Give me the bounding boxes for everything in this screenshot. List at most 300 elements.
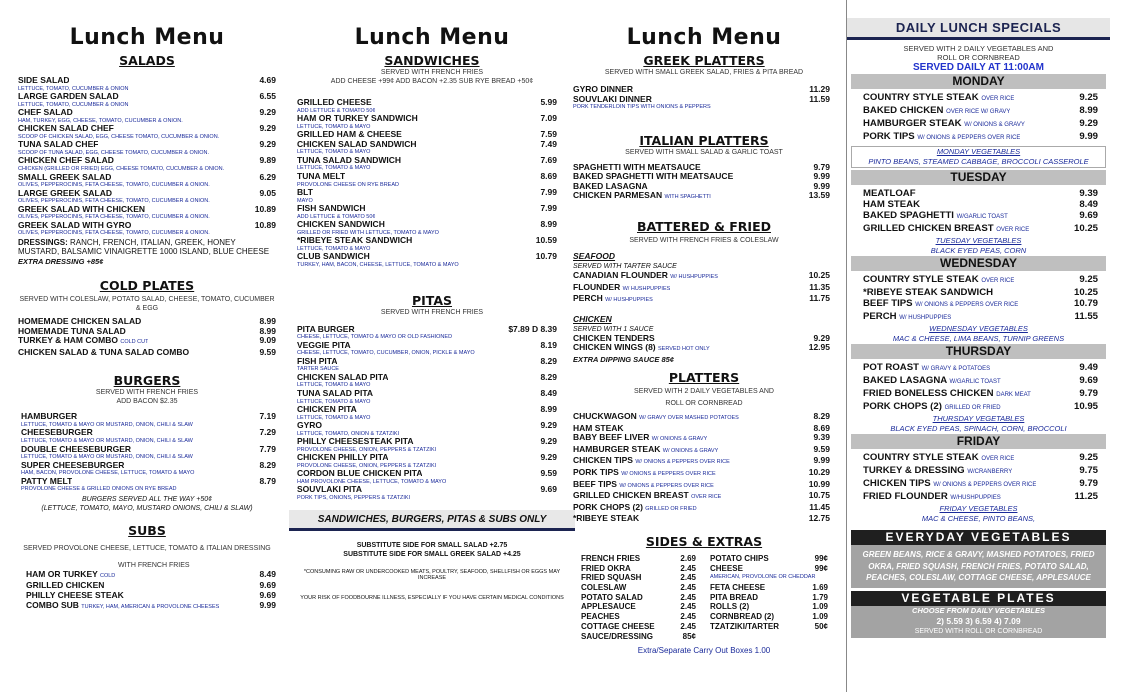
side-price: 50¢ (814, 621, 828, 631)
item-description: OLIVES, PEPPEROCINIS, FETA CHEESE, TOMATO, CUCUMBER & ONION. (18, 198, 210, 205)
menu-item (297, 130, 557, 140)
item-name (863, 118, 1025, 131)
item-note: W/ HUSHPUPPIES (622, 285, 671, 292)
section-heading-pitas: PITAS (411, 292, 453, 308)
item-name-text: PORK TIPS (573, 468, 619, 477)
menu-item (573, 334, 830, 344)
item-description: LETTUCE, TOMATO & MAYO (297, 123, 371, 130)
item-price: 11.55 (1074, 311, 1098, 322)
item-note: W/ ONIONS & PEPPERS OVER RICE (915, 302, 1019, 308)
sandwiches-list (297, 98, 567, 269)
item-description: HAM, TURKEY, EGG, CHEESE, TOMATO, CUCUMBER & ONION. (18, 117, 183, 124)
item-name-text: CHICKEN SALAD CHEF (18, 124, 114, 134)
item-description: TARTER SAUCE (297, 366, 339, 373)
item-name-text: HAM OR TURKEY (26, 569, 98, 579)
item-price: 10.79 (1073, 298, 1098, 309)
item-name-text: HAM STEAK (573, 423, 624, 433)
side-price: 2.69 (680, 553, 696, 563)
item-name (297, 341, 351, 351)
item-price: 11.25 (1074, 491, 1098, 502)
item-price: 9.69 (259, 580, 276, 591)
day-vegetables-title: MONDAY VEGETABLES (936, 147, 1021, 156)
menu-item (573, 294, 830, 306)
item-name (18, 317, 141, 327)
item-name (297, 204, 365, 214)
item-price: 7.49 (540, 138, 557, 149)
item-note: W/ ONIONS & GRAVY (964, 122, 1025, 128)
item-price: 8.69 (813, 422, 830, 433)
item-name-text: PHILLY CHEESESTEAK PITA (297, 437, 414, 447)
item-price: 9.99 (813, 171, 830, 182)
menu-column-3 (573, 0, 835, 692)
item-name-text: BLT (297, 188, 313, 198)
item-name (863, 465, 1012, 478)
side-item (581, 564, 696, 574)
item-name-text: HOMEMADE CHICKEN SALAD (18, 316, 142, 326)
item-name (863, 105, 1010, 118)
menu-item (18, 221, 276, 231)
menu-item (863, 478, 1098, 491)
item-note: W/ ONIONS & PEPPERS OVER RICE (621, 471, 716, 477)
item-price: 8.49 (1079, 199, 1098, 210)
item-description: CHEESE, LETTUCE, TOMATO & MAYO OR OLD FASHIONED (297, 334, 453, 341)
section-heading-platters: PLATTERS (668, 370, 740, 386)
item-name (863, 223, 1029, 236)
item-note: W/ ONIONS & PEPPERS OVER RICE (619, 482, 714, 489)
item-note: W/ ONIONS & PEPPERS OVER RICE (933, 482, 1037, 488)
side-name: FRIED SQUASH (581, 573, 642, 583)
menu-item (18, 189, 276, 199)
menu-item (297, 469, 557, 479)
specials-rule (847, 37, 1110, 40)
item-name-text: *RIBEYE STEAK (573, 514, 640, 524)
menu-item (297, 114, 557, 124)
item-name (297, 469, 422, 479)
item-name-text: BEEF TIPS (573, 479, 617, 489)
side-price: 99¢ (814, 563, 828, 573)
menu-item (297, 220, 557, 230)
item-name (863, 311, 951, 324)
item-price: 7.99 (540, 203, 557, 214)
vegetable-plates-served: SERVED WITH ROLL OR CORNBREAD (914, 627, 1043, 635)
side-item (581, 612, 696, 622)
day-specials-list (851, 359, 1106, 414)
chicken-subtitle: SERVED WITH 1 SAUCE (573, 325, 654, 333)
item-price: 8.69 (540, 170, 557, 181)
item-name (863, 452, 1014, 465)
item-name-text: CHICKEN SALAD & TUNA SALAD COMBO (18, 347, 190, 357)
item-name (863, 362, 990, 375)
menu-item (297, 156, 557, 166)
item-name (297, 325, 355, 335)
item-price: 9.25 (1079, 92, 1098, 103)
item-name-text: HAMBURGER (21, 412, 78, 422)
item-price: 7.59 (540, 129, 557, 140)
item-name (863, 375, 1001, 388)
item-name (863, 491, 1001, 504)
side-price: 2.45 (680, 612, 696, 622)
item-price: 10.29 (808, 467, 830, 477)
menu-item (573, 172, 830, 182)
item-price: 9.59 (259, 346, 276, 357)
side-name: COLESLAW (581, 583, 627, 593)
burgers-list (18, 412, 276, 492)
item-price: 9.05 (259, 187, 276, 198)
item-name (297, 172, 345, 182)
item-name-text: CHICKEN SANDWICH (297, 220, 385, 230)
item-name (573, 343, 710, 355)
item-name (297, 156, 401, 166)
side-item (710, 602, 828, 612)
menu-item (18, 348, 276, 358)
item-price: 10.75 (808, 490, 830, 501)
menu-item (573, 480, 830, 492)
side-name: FRENCH FRIES (581, 553, 641, 563)
item-price: 7.79 (259, 443, 276, 454)
item-price: 9.99 (259, 599, 276, 610)
item-description: LETTUCE, TOMATO & MAYO OR MUSTARD, ONION, CHILI & SLAW (21, 438, 193, 444)
item-name-text: GYRO DINNER (573, 85, 633, 94)
raw-food-warning: *CONSUMING RAW OR UNDERCOOKED MEATS, POULTRY, SEAFOOD, SHELLFISH OR EGGS MAY INCREASE (303, 568, 561, 581)
item-price: 11.29 (809, 84, 830, 94)
menu-item (21, 477, 276, 487)
item-name (573, 182, 648, 192)
item-name-text: FISH SANDWICH (297, 204, 366, 214)
menu-item (863, 199, 1098, 210)
menu-item (297, 140, 557, 150)
cold-plates-list (18, 317, 276, 357)
item-name (297, 98, 372, 108)
item-price: 9.79 (813, 161, 830, 172)
menu-item (863, 105, 1098, 118)
item-price: 9.75 (1079, 465, 1098, 476)
side-item (710, 564, 828, 574)
item-name (863, 199, 920, 210)
item-price: 9.39 (1079, 188, 1098, 199)
item-price: 9.29 (540, 452, 557, 463)
item-description: HAM PROVOLONE CHEESE, LETTUCE, TOMATO & MAYO (297, 478, 447, 485)
day-heading-thursday: THURSDAY (851, 344, 1106, 359)
item-note: W/ HUSHPUPPIES (670, 274, 718, 281)
battered-fried-subtitle: SERVED WITH FRENCH FRIES & COLESLAW (629, 237, 779, 245)
item-price: 10.25 (1073, 287, 1098, 298)
menu-item (863, 452, 1098, 465)
item-name (18, 336, 148, 348)
sandwiches-addons: ADD CHEESE +99¢ ADD BACON +2.35 SUB RYE BREAD +50¢ (330, 78, 534, 85)
item-name (863, 210, 1008, 223)
item-description: PROVOLONE CHEESE, ONION, PEPPERS & TZATZIKI (297, 446, 437, 453)
subs-list (18, 570, 276, 612)
item-price: 12.75 (808, 513, 830, 524)
item-price: 8.29 (540, 371, 557, 382)
item-name-text: CHICKEN PHILLY PITA (297, 453, 389, 463)
item-name (18, 108, 73, 118)
vegetable-plates-box (851, 606, 1106, 638)
menu-item (297, 437, 557, 447)
menu-item (18, 336, 276, 348)
item-name-text: GYRO (297, 421, 323, 431)
menu-item (573, 412, 830, 424)
item-name-text: COUNTRY STYLE STEAK (863, 274, 979, 285)
item-name (297, 220, 385, 230)
side-name: CHEESE (710, 563, 743, 573)
item-name-text: SMALL GREEK SALAD (18, 172, 112, 182)
item-name-text: SOUVLAKI PITA (297, 485, 363, 495)
item-name-text: BAKED CHICKEN (863, 105, 944, 116)
item-price: 8.99 (259, 325, 276, 336)
section-heading-greek-platters: GREEK PLATTERS (643, 53, 765, 68)
menu-item (18, 108, 276, 118)
item-price: 11.45 (809, 501, 830, 512)
item-name (297, 485, 362, 495)
side-item (710, 622, 828, 632)
menu-item (573, 343, 830, 355)
day-vegetables-list: MAC & CHEESE, LIMA BEANS, TURNIP GREENS (892, 334, 1065, 343)
item-name (573, 503, 697, 515)
item-name-text: SUPER CHEESEBURGER (21, 460, 125, 470)
item-name-text: CHICKEN CHEF SALAD (18, 156, 114, 166)
item-name-text: GRILLED CHICKEN BREAST (863, 223, 994, 234)
item-price: 11.59 (809, 93, 830, 104)
italian-platters-subtitle: SERVED WITH SMALL SALAD & GARLIC TOAST (625, 148, 783, 156)
item-price: 9.69 (1079, 210, 1098, 221)
side-name: POTATO CHIPS (710, 553, 769, 563)
item-name (297, 188, 313, 198)
item-price: 6.55 (259, 91, 276, 102)
item-note: W/ HUSHPUPPIES (605, 297, 653, 304)
day-specials-list (851, 89, 1106, 144)
dressings-list: RANCH, FRENCH, ITALIAN, GREEK, HONEY MUSTARD, BALSAMIC VINAIGRETTE 1000 ISLAND, BLUE CHEESE (18, 237, 270, 257)
menu-item (863, 223, 1098, 236)
item-note: OVER RICE (996, 227, 1030, 233)
item-name (863, 274, 1014, 287)
item-note: W/GARLIC TOAST (949, 379, 1001, 385)
item-name-text: CHEF SALAD (18, 108, 73, 118)
item-name-text: PORK CHOPS (2) (573, 502, 643, 512)
item-name-text: HAM OR TURKEY SANDWICH (297, 114, 418, 124)
item-name (573, 433, 707, 445)
menu-item (573, 491, 830, 503)
side-item (710, 583, 828, 593)
item-price: 9.29 (1079, 118, 1098, 129)
side-price: 1.79 (812, 592, 828, 602)
menu-item (297, 341, 557, 351)
item-price: 9.79 (1079, 478, 1098, 489)
day-vegetables-list: BLACK EYED PEAS, CORN (930, 246, 1027, 255)
cold-plates-subtitle: SERVED WITH COLESLAW, POTATO SALAD, CHEESE, TOMATO, CUCUMBER & EGG (19, 295, 275, 312)
item-name-text: TUNA MELT (297, 171, 346, 181)
seafood-heading: SEAFOOD (573, 251, 616, 262)
burgers-bacon-note: ADD BACON $2.35 (116, 398, 178, 406)
item-name (18, 92, 119, 102)
item-name-text: CHICKEN SALAD PITA (297, 372, 389, 382)
item-name (21, 477, 72, 487)
item-name (297, 140, 416, 150)
item-name (573, 445, 718, 457)
item-name (573, 172, 733, 182)
item-name-text: GRILLED CHEESE (297, 98, 372, 107)
item-name-text: BAKED LASAGNA (573, 181, 648, 191)
everyday-vegetables-heading: EVERYDAY VEGETABLES (851, 530, 1106, 545)
item-description: HAM, BACON, PROVOLONE CHEESE, LETTUCE, TOMATO & MAYO (21, 470, 195, 477)
item-name (573, 514, 639, 524)
item-note: COLD CUT (120, 339, 149, 346)
menu-item (863, 118, 1098, 131)
side-name: APPLESAUCE (581, 602, 636, 612)
item-description: OLIVES, PEPPEROCINIS, FETA CHEESE, TOMATO, CUCUMBER & ONION. (18, 214, 210, 221)
item-name (573, 468, 716, 480)
item-description: PORK TENDERLOIN TIPS WITH ONIONS & PEPPERS (573, 104, 711, 111)
item-note: W/GARLIC TOAST (956, 214, 1008, 220)
menu-item (863, 131, 1098, 144)
item-name (863, 478, 1036, 491)
menu-item (863, 362, 1098, 375)
side-price: 99¢ (814, 553, 828, 563)
day-vegetables-list: PINTO BEANS, STEAMED CABBAGE, BROCCOLI CASSEROLE (868, 157, 1089, 166)
chicken-list (573, 334, 835, 355)
item-name (573, 271, 718, 283)
item-name (573, 491, 721, 503)
item-description: LETTUCE, TOMATO & MAYO (297, 398, 371, 405)
item-name-text: BAKED LASAGNA (863, 375, 947, 386)
item-description: PROVOLONE CHEESE ON RYE BREAD (297, 181, 399, 188)
menu-title: Lunch Menu (626, 25, 782, 50)
subs-subtitle: SERVED PROVOLONE CHEESE, LETTUCE, TOMATO & ITALIAN DRESSING (23, 544, 271, 552)
everyday-vegetables-list: GREEN BEANS, RICE & GRAVY, MASHED POTATOES, FRIED OKRA, FRIED SQUASH, FRENCH FRIES, POTATO SALAD, PEACHES, COLESLAW, COTTAGE CHEESE, APPLESAUCE (851, 545, 1106, 588)
item-name (863, 92, 1014, 105)
menu-item (26, 591, 276, 601)
item-note: SERVED HOT ONLY (658, 346, 710, 353)
item-name-text: GRILLED HAM & CHEESE (297, 130, 402, 140)
raw-food-warning-cont: YOUR RISK OF FOODBOURNE ILLNESS, ESPECIALLY IF YOU HAVE CERTAIN MEDICAL CONDITIONS (300, 594, 564, 601)
item-price: 9.29 (259, 123, 276, 134)
item-price: 10.89 (254, 203, 276, 214)
item-name (18, 327, 126, 337)
item-name-text: CANADIAN FLOUNDER (573, 271, 668, 281)
item-name-text: CHICKEN TENDERS (573, 333, 655, 343)
item-price: 8.19 (540, 339, 557, 350)
item-name (21, 445, 131, 455)
item-name (18, 205, 145, 215)
item-price: 9.25 (1079, 274, 1098, 285)
item-description: OLIVES, PEPPEROCINIS, FETA CHEESE, TOMATO, CUCUMBER & ONION. (18, 230, 210, 237)
item-price: 10.25 (808, 270, 830, 281)
menu-item (26, 570, 276, 582)
item-note: W/ ONIONS & GRAVY (662, 447, 719, 454)
item-price: 9.25 (1079, 452, 1098, 463)
daily-specials-column (846, 0, 1110, 692)
item-price: 7.19 (259, 411, 276, 422)
menu-item (863, 210, 1098, 223)
greek-platters-list (573, 85, 835, 111)
item-name-text: PATTY MELT (21, 476, 73, 486)
menu-item (573, 182, 830, 192)
side-price: 1.09 (812, 612, 828, 622)
carry-out-note: Extra/Separate Carry Out Boxes 1.00 (637, 646, 771, 656)
item-description: LETTUCE, TOMATO, CUCUMBER & ONION (18, 85, 129, 92)
side-price: 2.45 (680, 563, 696, 573)
item-name (573, 191, 711, 203)
item-price: 9.59 (813, 443, 830, 454)
menu-item (297, 98, 557, 108)
item-note: GRILLED OR FRIED (645, 505, 697, 512)
item-name (573, 334, 655, 344)
sides-only-banner (289, 510, 575, 531)
section-heading-sides-extras: SIDES & EXTRAS (645, 533, 763, 549)
menu-item (863, 311, 1098, 324)
item-price: 8.99 (259, 315, 276, 326)
item-name-text: BAKED SPAGHETTI WITH MEATSAUCE (573, 172, 734, 182)
menu-item (863, 287, 1098, 298)
pitas-subtitle: SERVED WITH FRENCH FRIES (380, 308, 484, 316)
item-price: 9.49 (1079, 362, 1098, 373)
menu-item (297, 204, 557, 214)
item-name-text: CHICKEN PARMESAN (573, 191, 663, 201)
menu-item (297, 357, 557, 367)
side-item (710, 554, 828, 564)
item-price: 8.99 (540, 404, 557, 414)
side-item (710, 593, 828, 603)
item-price: 8.99 (1079, 105, 1098, 116)
item-name (297, 130, 402, 140)
specials-title: DAILY LUNCH SPECIALS (895, 20, 1062, 35)
item-name (573, 424, 624, 434)
item-price: 9.99 (1079, 131, 1098, 142)
side-item (581, 583, 696, 593)
item-name (297, 114, 418, 124)
menu-item (297, 405, 557, 415)
item-name-text: FRIED FLOUNDER (863, 491, 948, 502)
menu-item (18, 327, 276, 337)
item-description: LETTUCE, TOMATO & MAYO (297, 414, 371, 421)
item-description: CHICKEN (GRILLED OR FRIED) EGG, CHEESE TOMATO, CUCUMBER & ONION. (18, 166, 225, 173)
chicken-heading: CHICKEN (573, 313, 612, 324)
dressings-note (18, 238, 276, 257)
menu-item (297, 421, 557, 431)
item-name (18, 156, 114, 166)
side-item (710, 573, 828, 583)
section-heading-sandwiches: SANDWICHES (384, 53, 480, 68)
item-description: LETTUCE, TOMATO, ONION & TZATZIKI (297, 430, 400, 437)
side-name: ROLLS (2) (710, 602, 750, 612)
menu-item (573, 191, 830, 203)
menu-item (21, 461, 276, 471)
side-name: CORNBREAD (2) (710, 612, 774, 622)
item-price: 8.29 (259, 459, 276, 470)
item-name-text: PHILLY CHEESE STEAK (26, 590, 124, 600)
item-price: 9.69 (259, 589, 276, 600)
day-specials-list (851, 449, 1106, 504)
section-heading-salads: SALADS (119, 53, 175, 68)
item-name-text: CLUB SANDWICH (297, 252, 370, 262)
menu-item (297, 325, 557, 335)
item-name-text: POT ROAST (863, 362, 919, 373)
day-vegetables-title: TUESDAY VEGETABLES (935, 236, 1022, 245)
item-name (573, 456, 730, 468)
item-price: 7.29 (259, 427, 276, 438)
item-price: 9.69 (540, 484, 557, 495)
item-name (21, 461, 124, 471)
section-heading-burgers: BURGERS (113, 373, 181, 389)
item-price: 6.29 (259, 171, 276, 182)
item-price: $7.89 D 8.39 (508, 323, 557, 334)
menu-item (21, 412, 276, 422)
side-name: AMERICAN, PROVOLONE OR CHEDDAR (710, 574, 816, 581)
menu-column-1 (18, 0, 276, 692)
item-name (297, 373, 388, 383)
item-name-text: LARGE GARDEN SALAD (18, 92, 119, 102)
item-price: 9.09 (259, 335, 276, 346)
